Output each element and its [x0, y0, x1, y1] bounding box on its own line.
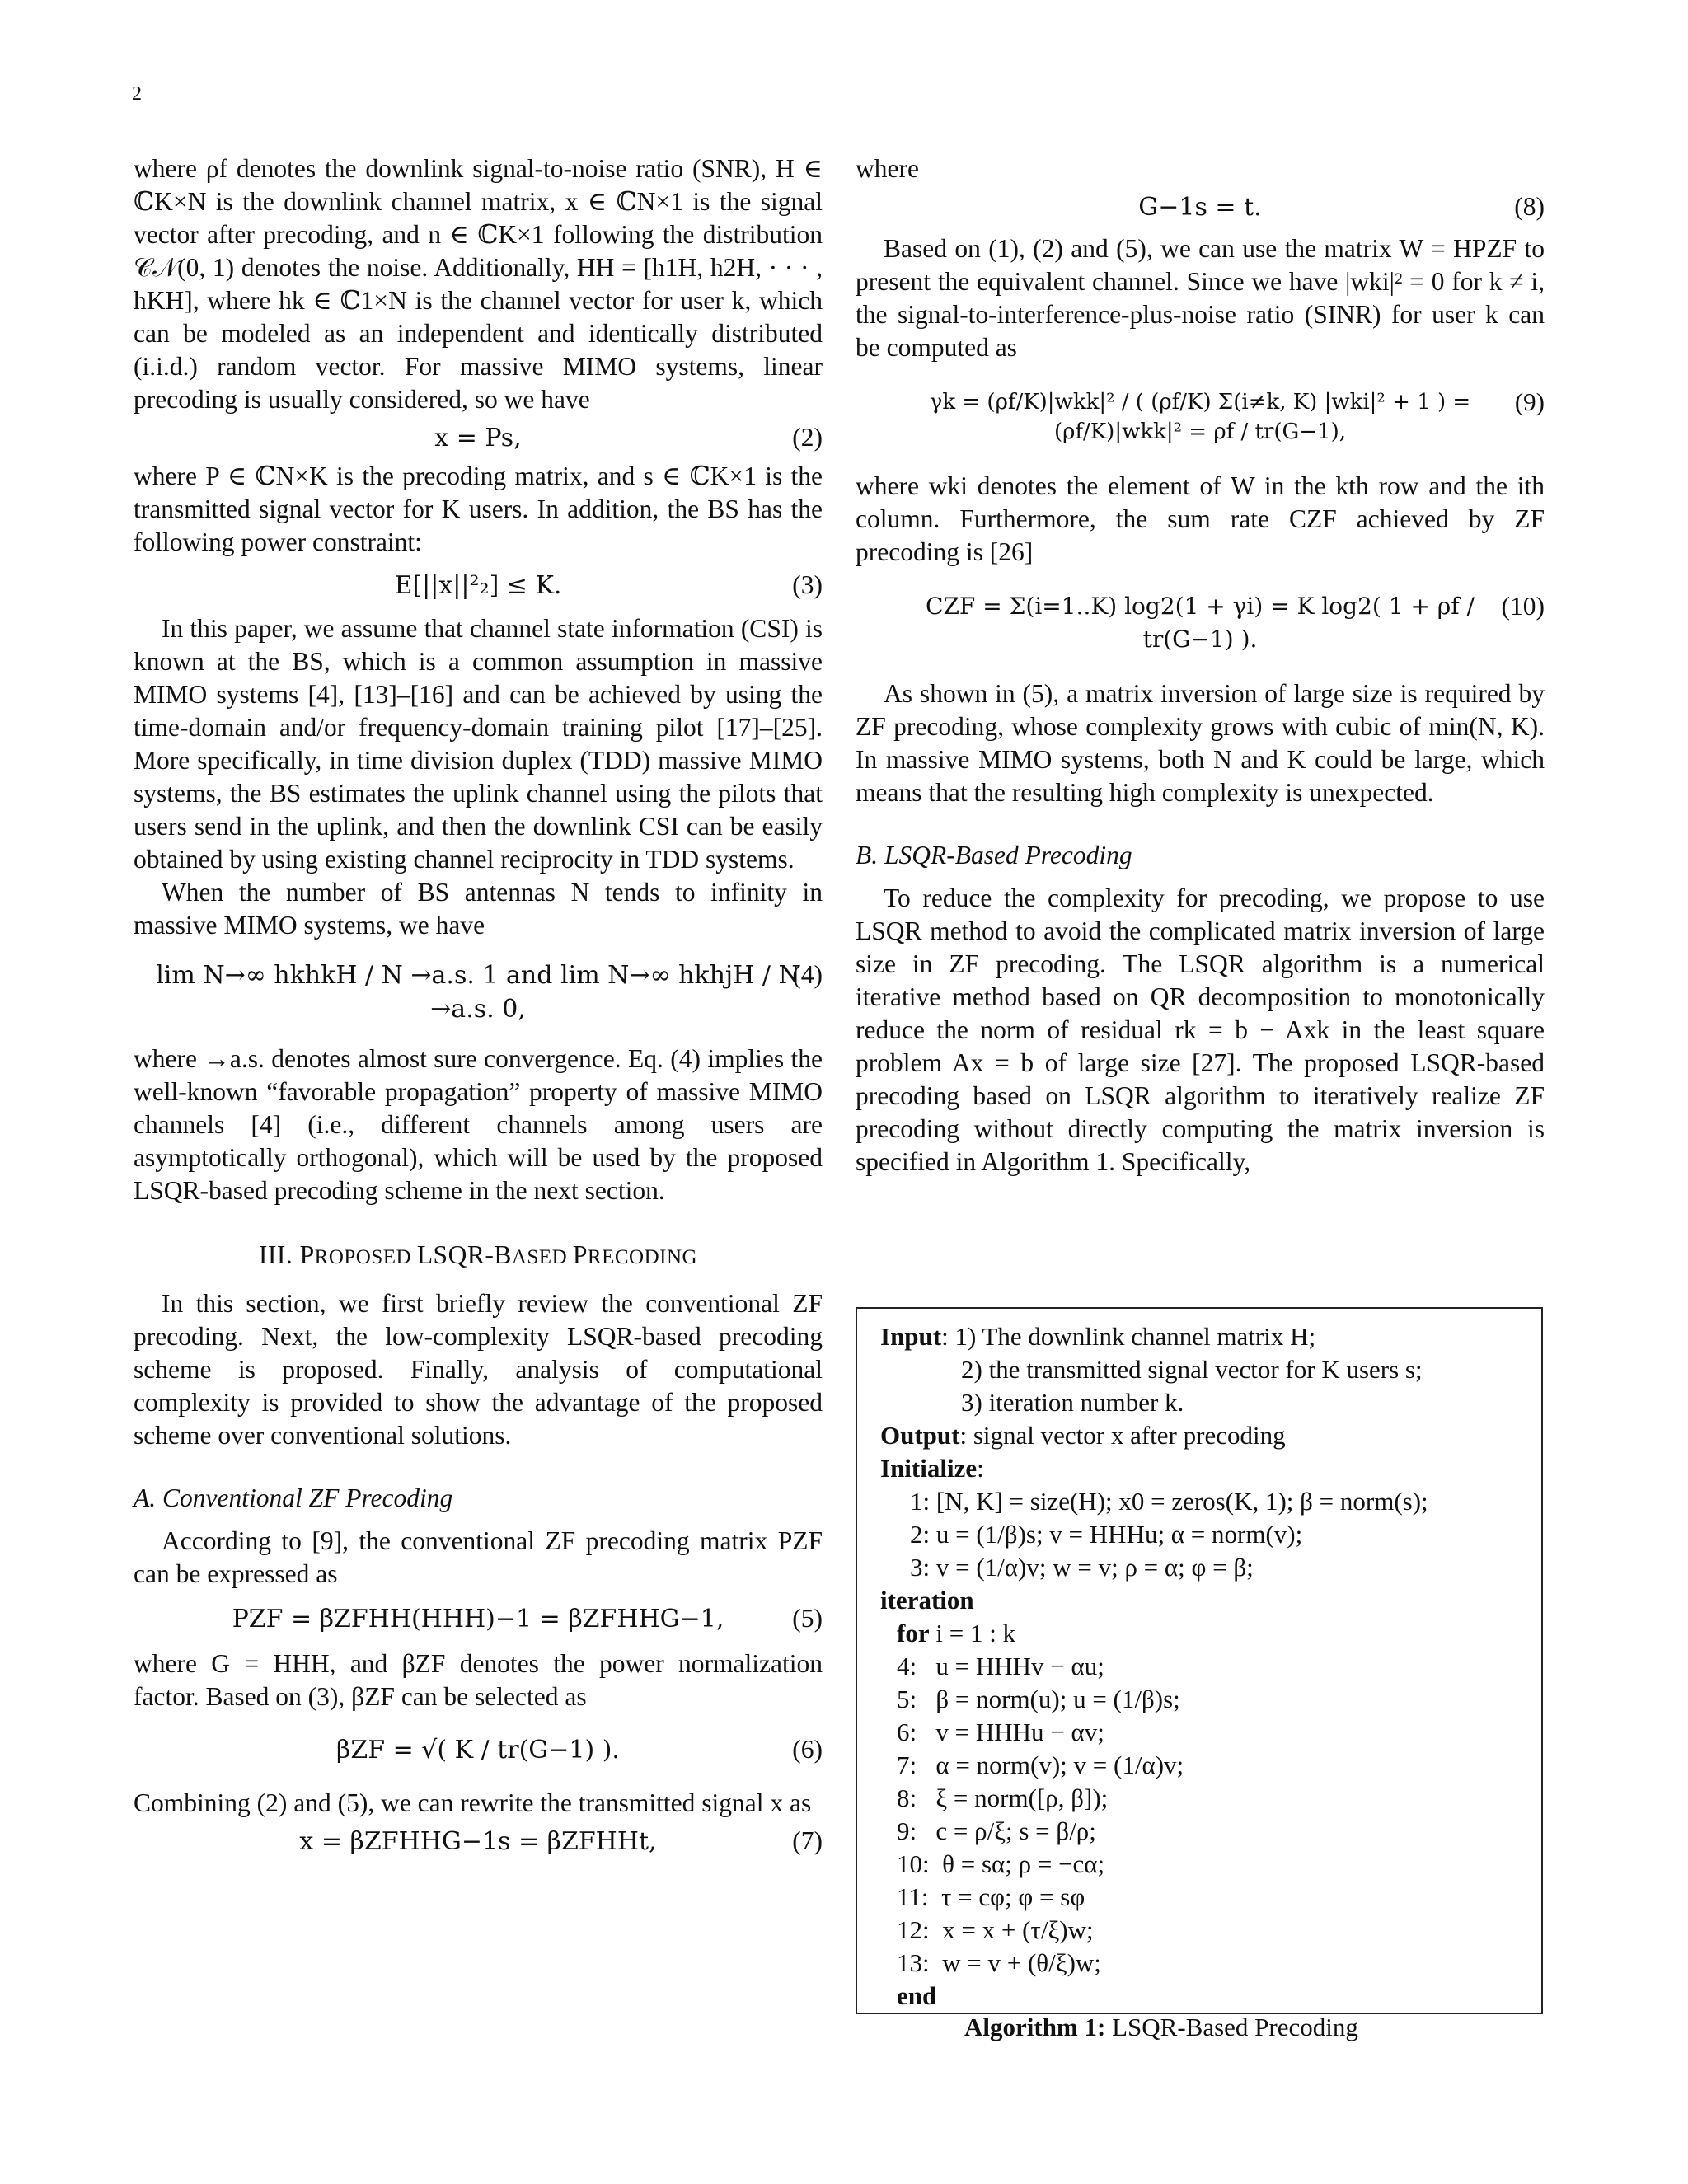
equation-9 — [856, 387, 1545, 447]
paragraph-combining: Combining (2) and (5), we can rewrite the transmitted signal x as — [134, 1788, 812, 1817]
algo-step-2: 2: u = (1/β)s; v = HHHu; α = norm(v); — [910, 1520, 1303, 1549]
algo-input-2: 2) the transmitted signal vector for K users s; — [961, 1355, 1423, 1384]
equation-2-body: x = Ps, — [434, 424, 522, 452]
algo-step-5: 5: β = norm(u); u = (1/β)s; — [897, 1685, 1180, 1713]
algo-output-label: Output — [880, 1421, 960, 1450]
left-column — [134, 152, 823, 1863]
equation-10-body: CZF = Σ(i=1..K) log2(1 + γi) = K log2( 1 + ρf / tr(G−1) ). — [926, 593, 1475, 653]
equation-4 — [134, 958, 823, 1026]
equation-10 — [856, 590, 1545, 656]
algo-for-line — [880, 1617, 1518, 1650]
algo-for-keyword: for — [897, 1619, 930, 1647]
equation-9-body: γk = (ρf/K)|wkk|² / ( (ρf/K) Σ(i≠k, K) |wki|² + 1 ) = (ρf/K)|wkk|² = ρf / tr(G−1), — [929, 390, 1471, 444]
algo-end-line: end — [897, 1981, 937, 2010]
equation-8-number: (8) — [1514, 192, 1545, 221]
equation-7-number: (7) — [792, 1826, 823, 1855]
equation-10-number: (10) — [1501, 592, 1545, 621]
algo-output-text: : signal vector x after precoding — [959, 1421, 1286, 1450]
algo-output-line — [880, 1419, 1518, 1452]
algo-step-13: 13: w = v + (θ/ξ)w; — [897, 1948, 1101, 1977]
algo-step-1: 1: [N, K] = size(H); x0 = zeros(K, 1); β = norm(s); — [910, 1487, 1428, 1516]
paragraph-zf-intro: According to [9], the conventional ZF precoding matrix PZF can be expressed as — [134, 1526, 823, 1588]
equation-8-body: G−1s = t. — [1138, 193, 1262, 222]
equation-4-number: (4) — [792, 960, 823, 989]
equation-3 — [134, 569, 823, 602]
algo-input-3: 3) iteration number k. — [961, 1388, 1184, 1417]
subsection-b-heading: B. LSQR-Based Precoding — [856, 841, 1132, 869]
subsection-a-heading: A. Conventional ZF Precoding — [134, 1483, 453, 1512]
algorithm-caption-text: LSQR-Based Precoding — [1105, 2013, 1358, 2041]
algo-step-11: 11: τ = cφ; φ = sφ — [897, 1882, 1085, 1911]
algo-step-12: 12: x = x + (τ/ξ)w; — [897, 1915, 1094, 1944]
equation-3-body: E[||x||²₂] ≤ K. — [394, 571, 562, 600]
equation-6 — [134, 1733, 823, 1767]
algo-step-8: 8: ξ = norm([ρ, β]); — [897, 1783, 1109, 1812]
equation-6-number: (6) — [792, 1735, 823, 1764]
algo-step-6: 6: v = HHHu − αv; — [897, 1718, 1104, 1746]
algo-input-label: Input — [880, 1322, 942, 1351]
algo-step-10: 10: θ = sα; ρ = −cα; — [897, 1849, 1105, 1878]
algo-step-9: 9: c = ρ/ξ; s = β/ρ; — [897, 1816, 1096, 1845]
section-3-heading: III. PROPOSED LSQR-BASED PRECODING — [258, 1240, 698, 1269]
paragraph-lsqr: To reduce the complexity for precoding, we propose to use LSQR method to avoid the complicated matrix inversion of large size in ZF precoding. The LSQR algorithm is a numerical iterative method based on QR decomposition to monotonically reduce the norm of residual rk = b − Axk in the least square problem Ax = b of large size [27]. The proposed LSQR-based precoding based on LSQR algorithm to iteratively realize ZF precoding without directly computing the matrix inversion is specified in Algorithm 1. Specifically, — [856, 883, 1545, 1176]
algo-input-line — [880, 1320, 1518, 1353]
paragraph-precoding-matrix: where P ∈ ℂN×K is the precoding matrix, and s ∈ ℂK×1 is the transmitted signal vector for K users. In addition, the BS has the following power constraint: — [134, 462, 823, 556]
equation-3-number: (3) — [792, 570, 823, 599]
algorithm-box — [856, 1307, 1543, 2014]
equation-6-body: βZF = √( K / tr(G−1) ). — [336, 1736, 620, 1765]
equation-4-body: lim N→∞ hkhkH / N →a.s. 1 and lim N→∞ hkhjH / N →a.s. 0, — [156, 961, 800, 1024]
algo-init-line: Initialize: — [880, 1454, 984, 1483]
paragraph-favorable-propagation: where →a.s. denotes almost sure convergence. Eq. (4) implies the well-known “favorable propagation” property of massive MIMO channels [4] (i.e., different channels among users are asymptotically orthogonal), which will be used by the proposed LSQR-based precoding scheme in the next section. — [134, 1044, 823, 1205]
equation-2 — [134, 421, 823, 455]
equation-9-number: (9) — [1514, 387, 1545, 416]
equation-2-number: (2) — [792, 423, 823, 452]
algo-step-3: 3: v = (1/α)v; w = v; ρ = α; φ = β; — [910, 1553, 1254, 1582]
equation-5-body: PZF = βZFHH(HHH)−1 = βZFHHG−1, — [232, 1605, 724, 1633]
paragraph-where: where — [856, 154, 919, 183]
paragraph-system-model: where ρf denotes the downlink signal-to-noise ratio (SNR), H ∈ ℂK×N is the downlink channel matrix, x ∈ ℂN×1 is the signal vector after precoding, and n ∈ ℂK×1 following the distribution 𝒞𝒩(0, 1) denotes the noise. Additionally, HH = [h1H, h2H, · · · , hKH], where hk ∈ ℂ1×N is the channel vector for user k, which can be modeled as an independent and identically distributed (i.i.d.) random vector. For massive MIMO systems, linear precoding is usually considered, so we have — [134, 154, 823, 414]
algo-step-7: 7: α = norm(v); v = (1/α)v; — [897, 1750, 1184, 1779]
paragraph-antennas: When the number of BS antennas N tends to infinity in massive MIMO systems, we have — [134, 878, 823, 940]
equation-7-body: x = βZFHHG−1s = βZFHHt, — [299, 1827, 657, 1856]
algo-step-4: 4: u = HHHv − αu; — [897, 1652, 1104, 1680]
equation-5 — [134, 1602, 823, 1636]
paragraph-csi: In this paper, we assume that channel state information (CSI) is known at the BS, which is a common assumption in massive MIMO systems [4], [13]–[16] and can be achieved by using the time-domain and/or frequency-domain training pilot [17]–[25]. More specifically, in time division duplex (TDD) massive MIMO systems, the BS estimates the uplink channel using the pilots that users send in the uplink, and then the downlink CSI can be easily obtained by using existing channel reciprocity in TDD systems. — [134, 614, 823, 874]
paragraph-equivalent-channel: Based on (1), (2) and (5), we can use the matrix W = HPZF to present the equivalent channel. Since we have |wki|² = 0 for k ≠ i, the signal-to-interference-plus-noise ratio (SINR) for user k can be computed as — [856, 234, 1545, 362]
equation-8 — [856, 190, 1545, 224]
paragraph-sinr-notation: where wki denotes the element of W in the kth row and the ith column. Furthermore, the sum rate CZF achieved by ZF precoding is [26] — [856, 471, 1545, 566]
equation-7 — [134, 1825, 823, 1858]
paragraph-section-intro: In this section, we first briefly review the conventional ZF precoding. Next, the low-complexity LSQR-based precoding scheme is proposed. Finally, analysis of computational complexity is provided to show the advantage of the proposed scheme over conventional solutions. — [134, 1289, 823, 1450]
right-column — [856, 152, 1545, 1179]
paragraph-normalization: where G = HHH, and βZF denotes the power normalization factor. Based on (3), βZF can be selected as — [134, 1649, 823, 1711]
algo-init-label: Initialize — [880, 1454, 978, 1483]
algorithm-caption — [964, 2011, 1358, 2044]
algo-iteration-label: iteration — [880, 1586, 974, 1615]
page-number: 2 — [132, 83, 142, 105]
paragraph-complexity: As shown in (5), a matrix inversion of large size is required by ZF precoding, whose complexity grows with cubic of min(N, K). In massive MIMO systems, both N and K could be large, which means that the resulting high complexity is unexpected. — [856, 679, 1545, 807]
algo-input-1: : 1) The downlink channel matrix H; — [941, 1322, 1316, 1351]
equation-5-number: (5) — [792, 1604, 823, 1633]
algo-for-range: i = 1 : k — [929, 1619, 1016, 1647]
algorithm-caption-label: Algorithm 1: — [964, 2013, 1106, 2041]
